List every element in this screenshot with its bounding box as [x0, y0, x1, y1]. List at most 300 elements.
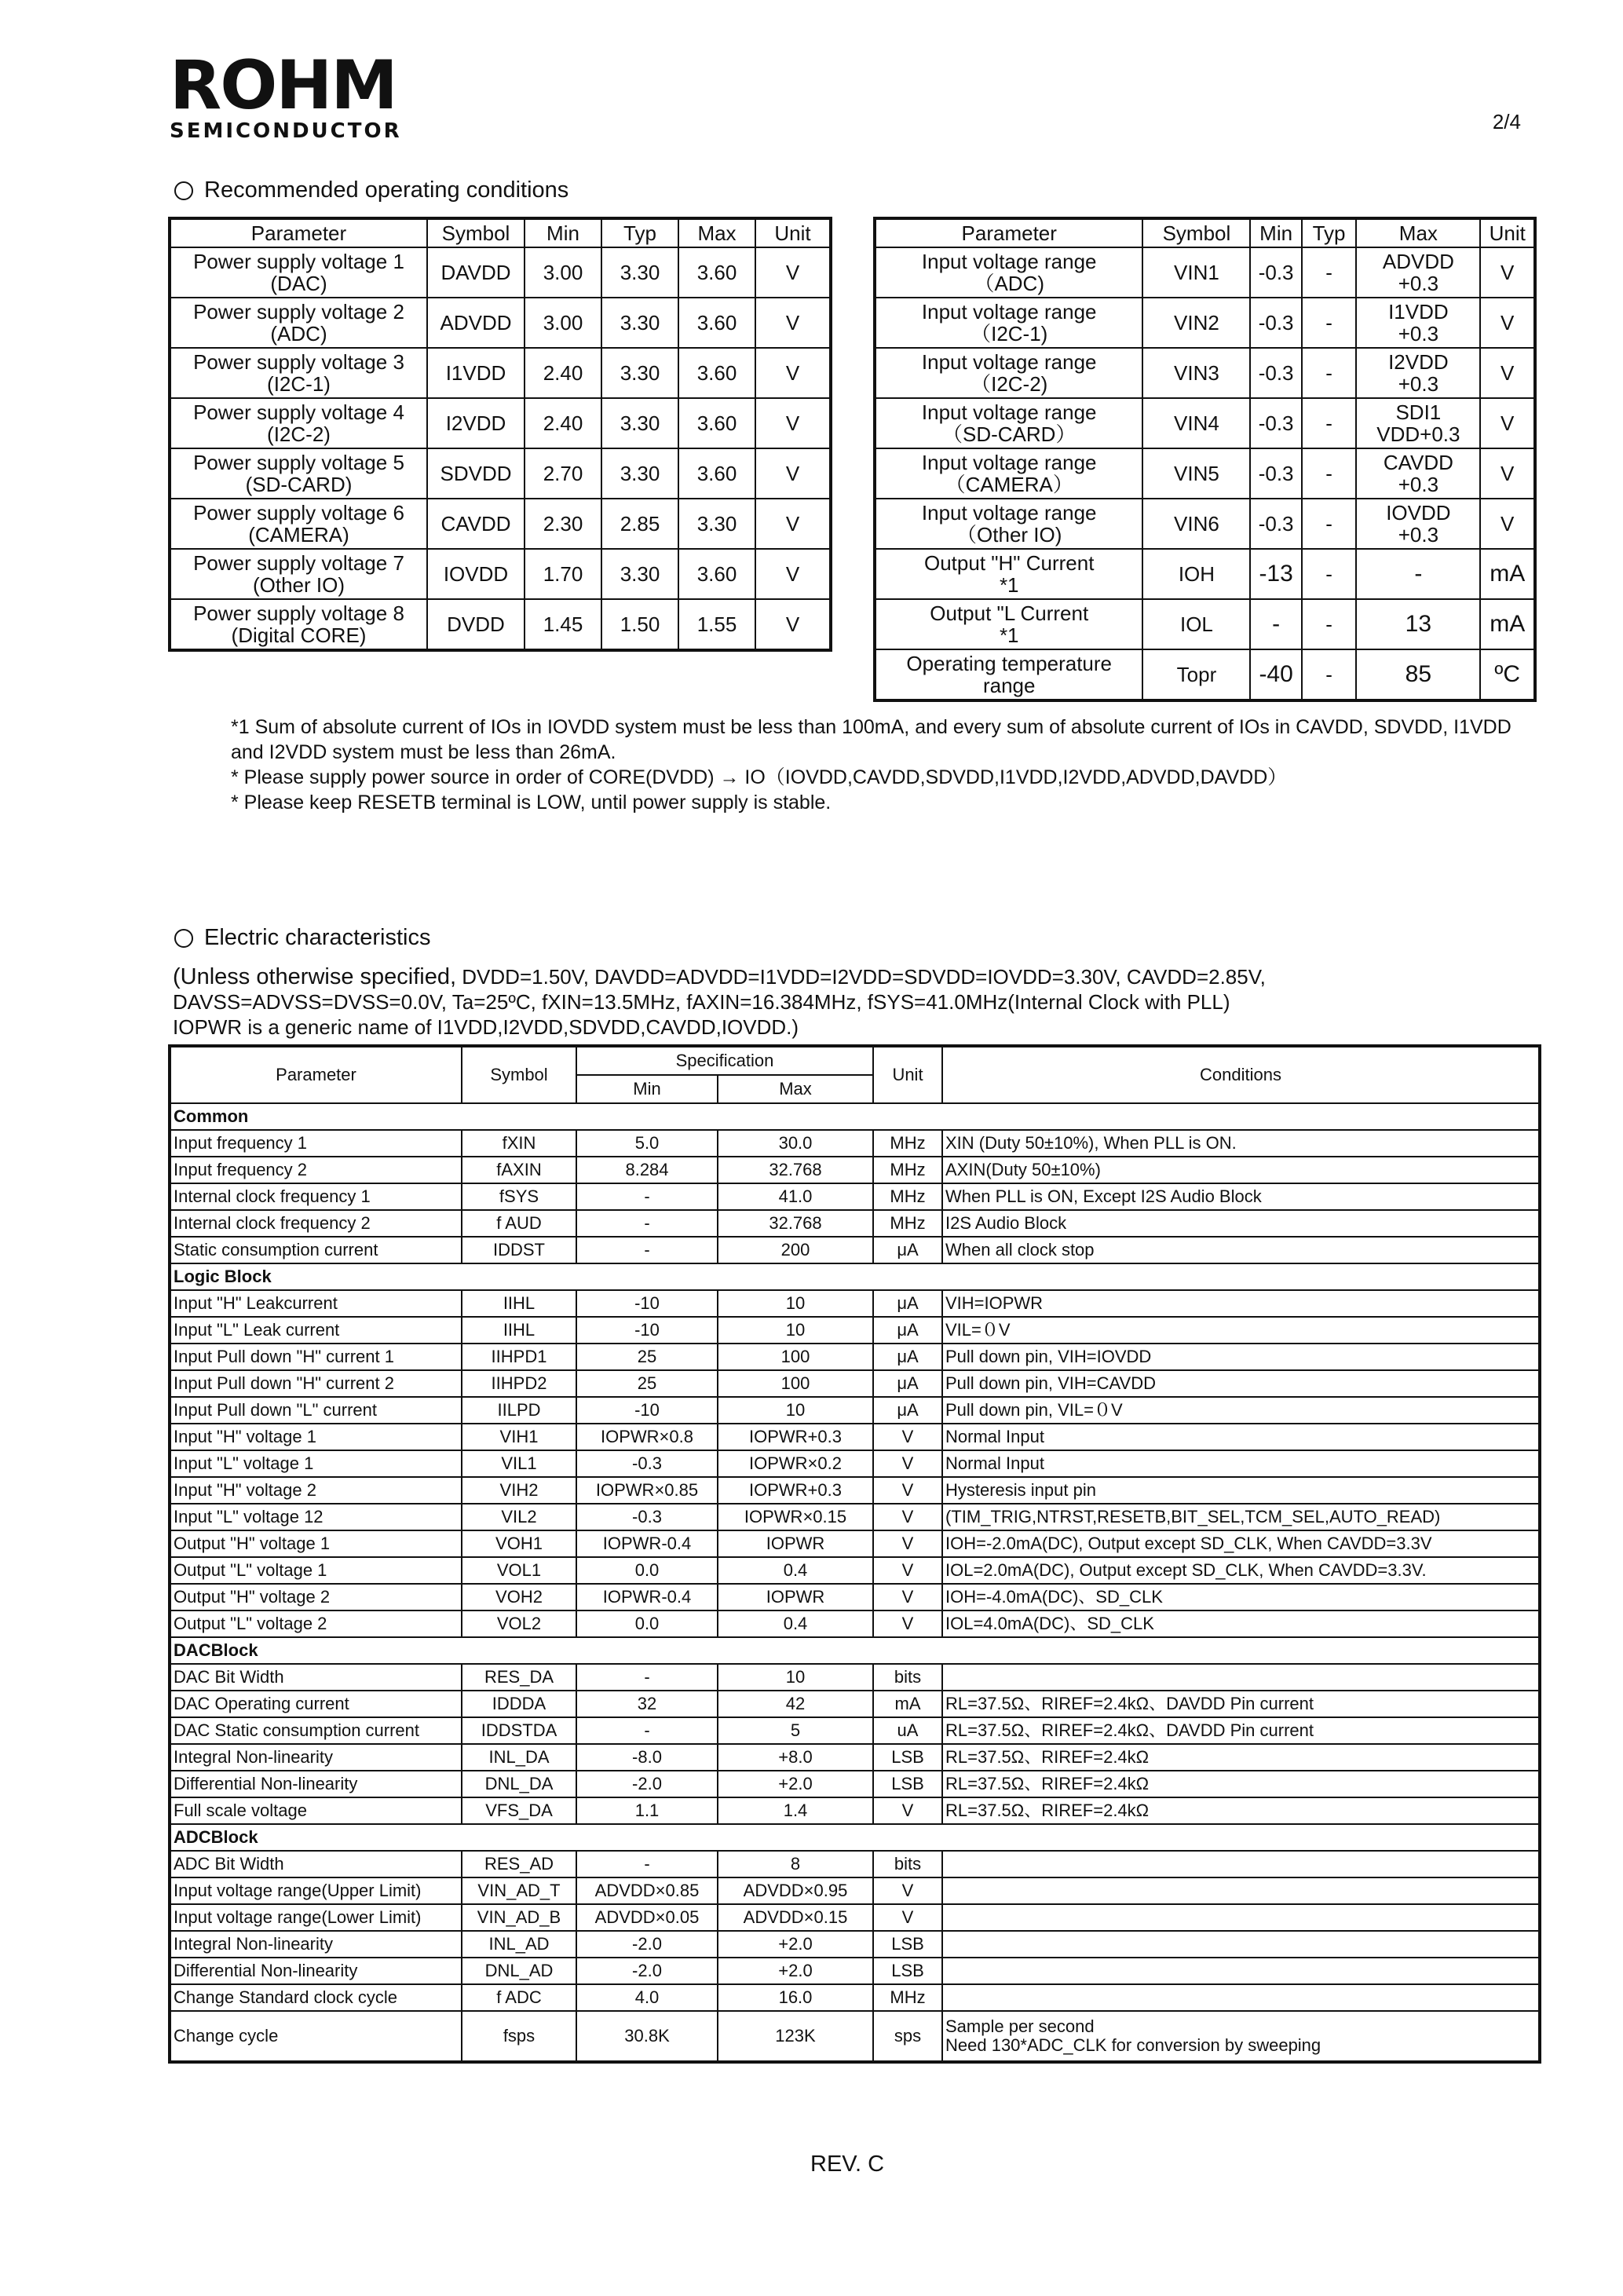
unit-cell: V	[755, 499, 831, 549]
unit-cell: V	[1480, 448, 1535, 499]
conditions-cell: RL=37.5Ω、RIREF=2.4kΩ	[942, 1771, 1540, 1797]
unit-cell: LSB	[873, 1931, 942, 1958]
parameter-cell-line: （SD-CARD）	[942, 422, 1077, 446]
symbol-cell: VOH1	[462, 1530, 576, 1557]
unit-cell: V	[873, 1477, 942, 1504]
parameter-cell-line: (ADC)	[270, 322, 327, 345]
typ-cell: 3.30	[601, 549, 678, 599]
conditions-cell	[942, 2011, 1540, 2062]
symbol-cell: DVDD	[427, 599, 525, 650]
typ-cell: 2.85	[601, 499, 678, 549]
unit-cell: V	[755, 448, 831, 499]
parameter-cell-line: （Other IO)	[956, 523, 1062, 547]
header-symbol: Symbol	[462, 1046, 576, 1103]
parameter-cell-line: Power supply voltage 8	[193, 601, 404, 625]
unit-cell: V	[1480, 398, 1535, 448]
max-cell-line: +0.3	[1398, 523, 1439, 547]
conditions-cell: IOL=2.0mA(DC), Output except SD_CLK, When CAVDD=3.3V.	[942, 1557, 1540, 1584]
parameter-cell	[875, 499, 1142, 549]
intro-line-3: IOPWR is a generic name of I1VDD,I2VDD,SDVDD,CAVDD,IOVDD.)	[173, 1015, 799, 1039]
parameter-cell: Output "L" voltage 1	[170, 1557, 462, 1584]
conditions-cell: RL=37.5Ω、RIREF=2.4kΩ	[942, 1797, 1540, 1824]
max-cell	[1356, 599, 1480, 649]
parameter-cell-line: (SD-CARD)	[245, 473, 353, 496]
max-cell	[1356, 649, 1480, 700]
symbol-cell: CAVDD	[427, 499, 525, 549]
typ-cell: -	[1302, 549, 1357, 599]
table-row	[875, 448, 1535, 499]
parameter-cell	[170, 398, 427, 448]
parameter-cell-line: （I2C-2)	[971, 372, 1048, 396]
min-cell: -10	[576, 1290, 718, 1317]
parameter-cell: Input frequency 2	[170, 1157, 462, 1183]
min-cell: 3.00	[525, 247, 601, 298]
min-cell: 0.0	[576, 1557, 718, 1584]
min-cell: -10	[576, 1397, 718, 1424]
typ-cell: -	[1302, 448, 1357, 499]
symbol-cell: RES_DA	[462, 1664, 576, 1691]
table-row	[170, 1157, 1540, 1183]
min-cell: -0.3	[1250, 348, 1301, 398]
symbol-cell: IOH	[1142, 549, 1250, 599]
header-specification: Specification	[576, 1046, 873, 1075]
header-parameter: Parameter	[170, 1046, 462, 1103]
min-cell: -10	[576, 1317, 718, 1344]
symbol-cell: DNL_AD	[462, 1958, 576, 1984]
parameter-cell-line: Power supply voltage 2	[193, 300, 404, 324]
table-row	[170, 1958, 1540, 1984]
max-cell: +8.0	[718, 1744, 873, 1771]
table-row	[170, 1370, 1540, 1397]
typ-cell: -	[1302, 348, 1357, 398]
parameter-cell	[170, 549, 427, 599]
conditions-line: Need 130*ADC_CLK for conversion by sweeping	[945, 2035, 1321, 2055]
parameter-cell: DAC Static consumption current	[170, 1717, 462, 1744]
table-row	[170, 1237, 1540, 1263]
conditions-cell: IOH=-2.0mA(DC), Output except SD_CLK, When CAVDD=3.3V	[942, 1530, 1540, 1557]
table-row	[170, 1130, 1540, 1157]
min-cell: -0.3	[576, 1504, 718, 1530]
parameter-cell: Output "H" voltage 2	[170, 1584, 462, 1610]
min-cell: 2.40	[525, 398, 601, 448]
parameter-cell-line: Power supply voltage 1	[193, 250, 404, 273]
max-cell: 3.60	[678, 448, 755, 499]
recommended-title-text: Recommended operating conditions	[204, 177, 569, 203]
category-label: ADCBlock	[170, 1824, 1540, 1851]
table-row	[170, 1317, 1540, 1344]
note-line: * Please supply power source in order of CORE(DVDD) → IO（IOVDD,CAVDD,SDVDD,I1VDD,I2VDD,ADVDD,DAVDD）	[231, 766, 1288, 788]
max-cell: 32.768	[718, 1210, 873, 1237]
min-cell: -0.3	[1250, 247, 1301, 298]
table-row	[170, 1210, 1540, 1237]
table-row	[875, 549, 1535, 599]
table-row	[170, 549, 831, 599]
max-cell-line: 13	[1405, 611, 1432, 637]
unit-cell: V	[873, 1530, 942, 1557]
parameter-cell: Input Pull down "L" current	[170, 1397, 462, 1424]
max-cell: 10	[718, 1290, 873, 1317]
symbol-cell: IDDSTDA	[462, 1717, 576, 1744]
parameter-cell: Input "L" voltage 1	[170, 1450, 462, 1477]
table-row	[170, 1931, 1540, 1958]
rohm-logo	[170, 46, 429, 143]
parameter-cell-line: Power supply voltage 5	[193, 451, 404, 474]
max-cell: 10	[718, 1317, 873, 1344]
symbol-cell: DAVDD	[427, 247, 525, 298]
typ-cell: -	[1302, 247, 1357, 298]
symbol-cell: VIN4	[1142, 398, 1250, 448]
parameter-cell-line: (Digital CORE)	[231, 623, 367, 647]
parameter-cell: Input frequency 1	[170, 1130, 462, 1157]
parameter-cell	[170, 348, 427, 398]
unit-cell: ºC	[1480, 649, 1535, 700]
table-row	[875, 649, 1535, 700]
parameter-cell-line: （I2C-1)	[971, 322, 1048, 345]
max-cell: IOPWR	[718, 1584, 873, 1610]
parameter-cell: Input "L" voltage 12	[170, 1504, 462, 1530]
revision-label: REV. C	[810, 2152, 885, 2177]
max-cell-line: I1VDD	[1388, 300, 1449, 324]
table-row	[170, 2011, 1540, 2062]
parameter-cell	[875, 398, 1142, 448]
max-cell-line: IOVDD	[1386, 501, 1451, 525]
symbol-cell: fsps	[462, 2011, 576, 2062]
unit-cell: V	[755, 549, 831, 599]
unit-cell: MHz	[873, 1157, 942, 1183]
min-cell: 8.284	[576, 1157, 718, 1183]
parameter-cell: Differential Non-linearity	[170, 1958, 462, 1984]
category-row	[170, 1103, 1540, 1130]
max-cell-line: ADVDD	[1382, 250, 1454, 273]
parameter-cell	[875, 549, 1142, 599]
table-row	[170, 1183, 1540, 1210]
min-cell: -2.0	[576, 1931, 718, 1958]
conditions-cell: Pull down pin, VIH=IOVDD	[942, 1344, 1540, 1370]
conditions-cell: When PLL is ON, Except I2S Audio Block	[942, 1183, 1540, 1210]
symbol-cell: VIN5	[1142, 448, 1250, 499]
symbol-cell: INL_AD	[462, 1931, 576, 1958]
parameter-cell-line: Power supply voltage 6	[193, 501, 404, 525]
unit-cell: V	[873, 1904, 942, 1931]
header-conditions: Conditions	[942, 1046, 1540, 1103]
conditions-cell: Normal Input	[942, 1424, 1540, 1450]
symbol-cell: INL_DA	[462, 1744, 576, 1771]
parameter-cell-line: （CAMERA）	[945, 473, 1073, 496]
conditions-cell: Normal Input	[942, 1450, 1540, 1477]
min-cell: IOPWR×0.85	[576, 1477, 718, 1504]
conditions-cell: IOH=-4.0mA(DC)、SD_CLK	[942, 1584, 1540, 1610]
recommended-right-table	[873, 217, 1537, 702]
parameter-cell: Input voltage range(Upper Limit)	[170, 1877, 462, 1904]
parameter-cell-line: Power supply voltage 4	[193, 400, 404, 424]
parameter-cell	[170, 599, 427, 650]
parameter-cell: Change cycle	[170, 2011, 462, 2062]
note-line: * Please keep RESETB terminal is LOW, until power supply is stable.	[231, 792, 832, 813]
parameter-cell-line: *1	[999, 573, 1019, 597]
min-cell: -0.3	[1250, 398, 1301, 448]
parameter-cell: Input Pull down "H" current 1	[170, 1344, 462, 1370]
min-cell: 2.30	[525, 499, 601, 549]
max-cell	[1356, 247, 1480, 298]
min-cell: -8.0	[576, 1744, 718, 1771]
max-cell: IOPWR	[718, 1530, 873, 1557]
max-cell: 41.0	[718, 1183, 873, 1210]
typ-cell: -	[1302, 499, 1357, 549]
min-cell: ADVDD×0.05	[576, 1904, 718, 1931]
parameter-cell: Change Standard clock cycle	[170, 1984, 462, 2011]
note-line: *1 Sum of absolute current of IOs in IOVDD system must be less than 100mA, and every sum of absolute current of IOs in CAVDD, SDVDD, I1VDD and I2VDD system must be less than 26mA.	[231, 716, 1512, 763]
max-cell-line: CAVDD	[1383, 451, 1453, 474]
min-cell: -	[1250, 599, 1301, 649]
max-cell	[1356, 549, 1480, 599]
min-cell: 2.40	[525, 348, 601, 398]
symbol-cell: f ADC	[462, 1984, 576, 2011]
column-header: Symbol	[427, 218, 525, 247]
parameter-cell-line: Power supply voltage 7	[193, 551, 404, 575]
parameter-cell-line: range	[982, 674, 1036, 697]
unit-cell: mA	[1480, 549, 1535, 599]
max-cell-line: SDI1	[1395, 400, 1442, 424]
min-cell: -	[576, 1237, 718, 1263]
unit-cell: V	[755, 398, 831, 448]
intro-lead: (Unless otherwise specified,	[173, 964, 457, 989]
parameter-cell-line: Power supply voltage 3	[193, 350, 404, 374]
parameter-cell: Input voltage range(Lower Limit)	[170, 1904, 462, 1931]
max-cell: 0.4	[718, 1557, 873, 1584]
category-label: Logic Block	[170, 1263, 1540, 1290]
category-row	[170, 1824, 1540, 1851]
symbol-cell: SDVDD	[427, 448, 525, 499]
unit-cell: bits	[873, 1664, 942, 1691]
typ-cell: 1.50	[601, 599, 678, 650]
min-cell: 1.1	[576, 1797, 718, 1824]
header-unit: Unit	[873, 1046, 942, 1103]
conditions-cell: Pull down pin, VIH=CAVDD	[942, 1370, 1540, 1397]
parameter-cell-line: Output "H" Current	[924, 551, 1095, 575]
max-cell: +2.0	[718, 1771, 873, 1797]
parameter-cell: Differential Non-linearity	[170, 1771, 462, 1797]
recommended-section-title	[174, 177, 568, 203]
parameter-cell	[875, 599, 1142, 649]
unit-cell: μA	[873, 1290, 942, 1317]
header-min: Min	[576, 1075, 718, 1103]
typ-cell: 3.30	[601, 448, 678, 499]
unit-cell: LSB	[873, 1958, 942, 1984]
min-cell: -0.3	[1250, 298, 1301, 348]
logo-main-text: ROHM	[170, 46, 397, 125]
min-cell: 25	[576, 1370, 718, 1397]
parameter-cell: Output "H" voltage 1	[170, 1530, 462, 1557]
unit-cell: V	[1480, 298, 1535, 348]
parameter-cell: Input "H" voltage 2	[170, 1477, 462, 1504]
max-cell-line: I2VDD	[1388, 350, 1449, 374]
unit-cell: sps	[873, 2011, 942, 2062]
conditions-cell: VIH=IOPWR	[942, 1290, 1540, 1317]
table-row	[170, 1797, 1540, 1824]
symbol-cell: VOL1	[462, 1557, 576, 1584]
conditions-cell: XIN (Duty 50±10%), When PLL is ON.	[942, 1130, 1540, 1157]
symbol-cell: IDDDA	[462, 1691, 576, 1717]
table-row	[170, 1771, 1540, 1797]
unit-cell: LSB	[873, 1771, 942, 1797]
unit-cell: V	[873, 1877, 942, 1904]
unit-cell: LSB	[873, 1744, 942, 1771]
parameter-cell-line: Input voltage range	[921, 300, 1097, 324]
table-row	[875, 398, 1535, 448]
table-row	[170, 1477, 1540, 1504]
table-row	[170, 1851, 1540, 1877]
section-bullet-icon	[174, 181, 193, 200]
symbol-cell: fAXIN	[462, 1157, 576, 1183]
parameter-cell: Internal clock frequency 2	[170, 1210, 462, 1237]
max-cell: 42	[718, 1691, 873, 1717]
min-cell: -2.0	[576, 1958, 718, 1984]
symbol-cell: I1VDD	[427, 348, 525, 398]
symbol-cell: ADVDD	[427, 298, 525, 348]
intro-rest: DVDD=1.50V, DAVDD=ADVDD=I1VDD=I2VDD=SDVDD=IOVDD=3.30V, CAVDD=2.85V,	[462, 965, 1266, 989]
parameter-cell	[875, 649, 1142, 700]
max-cell: IOPWR+0.3	[718, 1424, 873, 1450]
parameter-cell	[170, 298, 427, 348]
table-row	[170, 1904, 1540, 1931]
parameter-cell	[875, 448, 1142, 499]
unit-cell: V	[1480, 348, 1535, 398]
min-cell: IOPWR-0.4	[576, 1530, 718, 1557]
max-cell	[1356, 499, 1480, 549]
table-row	[875, 348, 1535, 398]
symbol-cell: fSYS	[462, 1183, 576, 1210]
table-row	[170, 348, 831, 398]
recommended-left-table	[168, 217, 832, 652]
parameter-cell	[875, 247, 1142, 298]
unit-cell: V	[755, 247, 831, 298]
parameter-cell: Integral Non-linearity	[170, 1931, 462, 1958]
unit-cell: mA	[873, 1691, 942, 1717]
table-row	[170, 1424, 1540, 1450]
min-cell: 1.45	[525, 599, 601, 650]
typ-cell: 3.30	[601, 348, 678, 398]
unit-cell: μA	[873, 1237, 942, 1263]
conditions-cell: When all clock stop	[942, 1237, 1540, 1263]
table-row	[170, 1744, 1540, 1771]
unit-cell: MHz	[873, 1984, 942, 2011]
min-cell: 5.0	[576, 1130, 718, 1157]
min-cell: 25	[576, 1344, 718, 1370]
min-cell: 4.0	[576, 1984, 718, 2011]
unit-cell: V	[873, 1424, 942, 1450]
parameter-cell-line: （ADC)	[974, 272, 1044, 295]
table-row	[170, 1344, 1540, 1370]
table-row	[170, 499, 831, 549]
conditions-cell	[942, 1958, 1540, 1984]
unit-cell: μA	[873, 1317, 942, 1344]
symbol-cell: VIN6	[1142, 499, 1250, 549]
parameter-cell-line: Input voltage range	[921, 501, 1097, 525]
parameter-cell-line: Input voltage range	[921, 400, 1097, 424]
max-cell: 3.60	[678, 298, 755, 348]
unit-cell: uA	[873, 1717, 942, 1744]
conditions-cell	[942, 1877, 1540, 1904]
conditions-line: Sample per second	[945, 2016, 1095, 2036]
conditions-cell	[942, 1984, 1540, 2011]
max-cell: 3.60	[678, 549, 755, 599]
parameter-cell: Input Pull down "H" current 2	[170, 1370, 462, 1397]
min-cell: IOPWR×0.8	[576, 1424, 718, 1450]
parameter-cell	[875, 298, 1142, 348]
parameter-cell	[875, 348, 1142, 398]
max-cell-line: -	[1414, 561, 1423, 587]
table-row	[170, 1557, 1540, 1584]
max-cell: 16.0	[718, 1984, 873, 2011]
column-header: Min	[1250, 218, 1301, 247]
min-cell: 0.0	[576, 1610, 718, 1637]
unit-cell: μA	[873, 1370, 942, 1397]
max-cell: 32.768	[718, 1157, 873, 1183]
header-max: Max	[718, 1075, 873, 1103]
symbol-cell: VIH2	[462, 1477, 576, 1504]
unit-cell: bits	[873, 1851, 942, 1877]
max-cell: ADVDD×0.15	[718, 1904, 873, 1931]
column-header: Typ	[601, 218, 678, 247]
table-row	[170, 1984, 1540, 2011]
max-cell: 3.60	[678, 398, 755, 448]
unit-cell: V	[755, 298, 831, 348]
max-cell: 1.4	[718, 1797, 873, 1824]
intro-line-2: DAVSS=ADVSS=DVSS=0.0V, Ta=25ºC, fXIN=13.5MHz, fAXIN=16.384MHz, fSYS=41.0MHz(Internal Clock with PLL)	[173, 990, 1230, 1014]
table-row	[170, 247, 831, 298]
parameter-cell-line: (I2C-1)	[267, 372, 331, 396]
min-cell: -0.3	[576, 1450, 718, 1477]
symbol-cell: IIHL	[462, 1290, 576, 1317]
max-cell: 200	[718, 1237, 873, 1263]
conditions-cell	[942, 1931, 1540, 1958]
symbol-cell: IOVDD	[427, 549, 525, 599]
conditions-cell: (TIM_TRIG,NTRST,RESETB,BIT_SEL,TCM_SEL,AUTO_READ)	[942, 1504, 1540, 1530]
symbol-cell: VIN1	[1142, 247, 1250, 298]
parameter-cell-line: Input voltage range	[921, 350, 1097, 374]
unit-cell: V	[873, 1797, 942, 1824]
conditions-cell: RL=37.5Ω、RIREF=2.4kΩ、DAVDD Pin current	[942, 1691, 1540, 1717]
parameter-cell-line: (I2C-2)	[267, 422, 331, 446]
parameter-cell	[170, 499, 427, 549]
symbol-cell: fXIN	[462, 1130, 576, 1157]
symbol-cell: VOL2	[462, 1610, 576, 1637]
conditions-cell: VIL=０V	[942, 1317, 1540, 1344]
max-cell: 123K	[718, 2011, 873, 2062]
symbol-cell: VOH2	[462, 1584, 576, 1610]
max-cell: 5	[718, 1717, 873, 1744]
max-cell: 3.60	[678, 247, 755, 298]
symbol-cell: IDDST	[462, 1237, 576, 1263]
recommended-notes	[231, 715, 1534, 815]
min-cell: -40	[1250, 649, 1301, 700]
unit-cell: mA	[1480, 599, 1535, 649]
unit-cell: V	[873, 1610, 942, 1637]
electric-characteristics-table	[168, 1044, 1541, 2064]
unit-cell: V	[873, 1450, 942, 1477]
min-cell: -	[576, 1183, 718, 1210]
unit-cell: MHz	[873, 1210, 942, 1237]
min-cell: -0.3	[1250, 448, 1301, 499]
table-row	[875, 599, 1535, 649]
symbol-cell: VIN3	[1142, 348, 1250, 398]
unit-cell: V	[1480, 499, 1535, 549]
min-cell: 32	[576, 1691, 718, 1717]
max-cell: 8	[718, 1851, 873, 1877]
parameter-cell: DAC Operating current	[170, 1691, 462, 1717]
typ-cell: -	[1302, 599, 1357, 649]
table-row	[170, 1610, 1540, 1637]
